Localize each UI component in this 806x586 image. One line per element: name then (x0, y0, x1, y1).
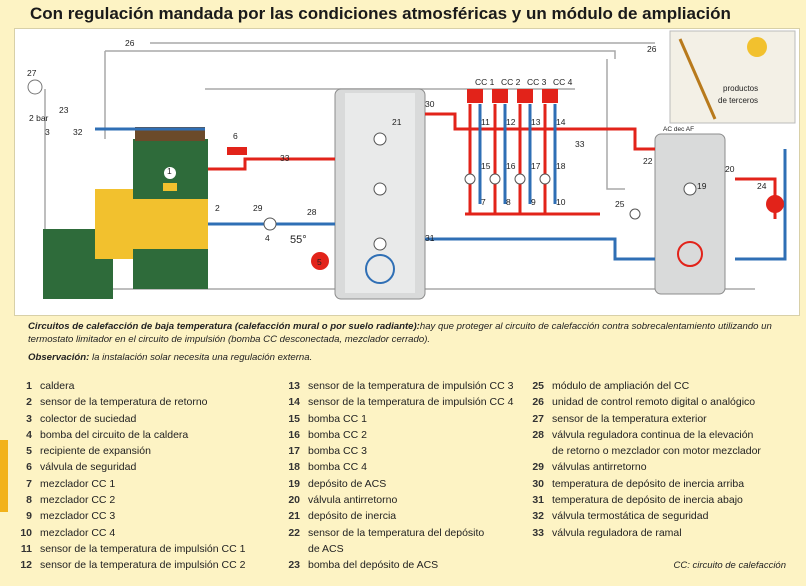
callout: 20 (725, 164, 735, 174)
legend-item (282, 394, 513, 410)
legend-text: bomba CC 1 (308, 412, 367, 425)
legend-text: temperatura de depósito de inercia abajo (552, 494, 743, 507)
legend-item (14, 476, 245, 492)
diagram-svg (15, 29, 799, 315)
legend-text: sensor de la temperatura de impulsión CC 1 (40, 542, 246, 555)
legend-text: sensor de la temperatura de impulsión CC 2 (40, 559, 246, 572)
legend-text: válvula antirretorno (308, 494, 398, 507)
callout: 24 (757, 181, 767, 191)
boiler-hopper (95, 189, 135, 259)
legend-text: sensor de la temperatura exterior (552, 412, 707, 425)
legend-text-continuation: de ACS (308, 542, 344, 555)
legend-number: 12 (20, 559, 32, 572)
legend-text: temperatura de depósito de inercia arriba (552, 477, 745, 490)
legend-item (526, 411, 761, 427)
callout: 4 (265, 233, 270, 243)
legend-number: 21 (288, 510, 300, 523)
callout: 26 (125, 38, 135, 48)
legend-item (526, 476, 761, 492)
boiler-logo (163, 183, 177, 191)
note-heading: Circuitos de calefacción de baja temperatura (calefacción mural o por suelo radiante): (28, 321, 420, 332)
callout: 21 (392, 117, 402, 127)
note-text: hay que proteger al circuito de calefacción contra sobrecalentamiento utilizando un termostato limitador en el circuito de impulsión (bomba CC desconectada, mezclador cerrado). (28, 321, 772, 345)
legend-item (282, 508, 513, 524)
legend-number: 22 (288, 526, 300, 539)
callout: 9 (531, 197, 536, 207)
boiler-band (133, 199, 208, 249)
cc4-pump-icon (540, 174, 550, 184)
legend-number: 33 (532, 526, 544, 539)
legend-text: sensor de la temperatura de impulsión CC 3 (308, 380, 514, 392)
cc4-head (542, 89, 558, 103)
legend-item (282, 443, 513, 459)
control-line-top (105, 51, 615, 59)
callout: 31 (425, 233, 435, 243)
callout: 32 (73, 127, 83, 137)
safety-valve-icon (227, 147, 247, 155)
callout: 5 (317, 257, 322, 267)
legend-item (14, 557, 245, 573)
solar-label-2: de terceros (718, 96, 759, 105)
solar-box (670, 31, 795, 123)
legend-item (14, 541, 245, 557)
callout: 55° (290, 234, 307, 246)
legend-number: 19 (288, 477, 300, 490)
legend-number: 25 (532, 380, 544, 392)
legend-item (526, 492, 761, 508)
hydraulic-diagram (14, 28, 800, 316)
low-temp-note (28, 320, 788, 346)
callout: 29 (253, 203, 263, 213)
legend-number: 30 (532, 477, 544, 490)
callout: 7 (481, 197, 486, 207)
sun-icon (747, 37, 767, 57)
legend-item (14, 443, 245, 459)
legend-column-3 (526, 378, 761, 541)
legend-number: 20 (288, 494, 300, 507)
callout: 14 (556, 117, 566, 127)
cc1-pump-icon (465, 174, 475, 184)
legend-number: 16 (288, 428, 300, 441)
legend-text: bomba CC 2 (308, 428, 367, 441)
legend-item (14, 378, 245, 394)
callout: 18 (556, 161, 566, 171)
legend-text: sensor de la temperatura de impulsión CC 4 (308, 396, 514, 409)
legend-number: 3 (26, 412, 32, 425)
legend-item (282, 427, 513, 443)
legend-number: 9 (26, 510, 32, 523)
legend-text: caldera (40, 380, 75, 392)
callout: 3 (45, 127, 50, 137)
legend-text: mezclador CC 1 (40, 477, 116, 490)
legend-item (282, 459, 513, 475)
legend-item (526, 525, 761, 541)
cc1-head (467, 89, 483, 103)
boiler (43, 127, 208, 299)
legend-number: 10 (20, 526, 32, 539)
observation-note (28, 352, 788, 363)
callout: 27 (27, 68, 37, 78)
legend-text: bomba del circuito de la caldera (40, 428, 189, 441)
legend-item (526, 394, 761, 410)
legend-number: 5 (26, 445, 32, 458)
legend-number: 6 (26, 461, 32, 474)
legend-item (282, 476, 513, 492)
tank-sensor-icon (374, 238, 386, 250)
callout: 13 (531, 117, 541, 127)
callout: 25 (615, 199, 625, 209)
callout: CC 2 (501, 77, 521, 87)
legend-text: válvula termostática de seguridad (552, 510, 709, 523)
callout: 28 (307, 207, 317, 217)
cc-abbreviation-note: CC: circuito de calefacción (673, 560, 786, 571)
legend-text: módulo de ampliación del CC (552, 380, 690, 392)
cc3-head (517, 89, 533, 103)
legend-text: bomba del depósito de ACS (308, 559, 439, 572)
legend-text: mezclador CC 4 (40, 526, 116, 539)
legend-item (14, 525, 245, 541)
callout: 11 (481, 117, 490, 127)
legend-number: 29 (532, 461, 544, 474)
legend-item (14, 508, 245, 524)
callout: 26 (647, 44, 657, 54)
page-title: Con regulación mandada por las condiciones atmosféricas y un módulo de ampliación (30, 4, 731, 23)
acs-label: AC dec AF (663, 126, 695, 133)
legend-text: mezclador CC 3 (40, 510, 116, 523)
legend-number: 23 (288, 559, 300, 572)
callout: 19 (697, 181, 707, 191)
pumps (264, 174, 640, 230)
legend-text: válvula reguladora continua de la elevación (552, 428, 754, 441)
dhw-pump-icon (630, 209, 640, 219)
legend-text-continuation: de retorno o mezclador con motor mezclador (552, 445, 761, 458)
legend-column-2 (282, 378, 513, 574)
legend-item (282, 557, 513, 573)
solar-label-1: productos (723, 84, 759, 93)
callout: CC 3 (527, 77, 547, 87)
legend-text: depósito de inercia (308, 510, 397, 523)
legend-item (14, 394, 245, 410)
legend-item (526, 427, 761, 443)
buffer-tank (335, 89, 425, 299)
callout: 17 (531, 161, 541, 171)
legend-number: 2 (26, 396, 32, 409)
legend-item (14, 492, 245, 508)
legend-number: 32 (532, 510, 544, 523)
cc3-pump-icon (515, 174, 525, 184)
dhw-tank (655, 134, 725, 294)
callout: 33 (280, 153, 290, 163)
legend-item (282, 525, 513, 541)
legend-item (14, 411, 245, 427)
callout: 8 (506, 197, 511, 207)
cc2-head (492, 89, 508, 103)
legend-number: 15 (288, 412, 300, 425)
callout: 2 (215, 203, 220, 213)
dhw-tank-body (655, 134, 725, 294)
tank-sensor-icon (374, 133, 386, 145)
legend-text: sensor de la temperatura del depósito (308, 526, 485, 539)
legend-column-1 (14, 378, 245, 574)
callout: 23 (59, 105, 69, 115)
callout: 22 (643, 156, 653, 166)
legend-text: válvula de seguridad (40, 461, 137, 474)
legend-number: 1 (26, 380, 32, 392)
legend-number: 7 (26, 477, 32, 490)
legend-number: 14 (288, 396, 300, 409)
legend-text: válvula reguladora de ramal (552, 526, 682, 539)
legend-number: 18 (288, 461, 300, 474)
legend-item (526, 508, 761, 524)
legend-item (14, 427, 245, 443)
legend-text: recipiente de expansión (40, 445, 151, 458)
left-accent-bar (0, 440, 8, 512)
callout: CC 1 (475, 77, 495, 87)
cc2-pump-icon (490, 174, 500, 184)
callout: 6 (233, 131, 238, 141)
callout: 10 (556, 197, 566, 207)
outdoor-sensor-icon (28, 80, 42, 94)
legend-number: 11 (20, 542, 32, 555)
circuit-heads (467, 89, 558, 103)
legend-number: 8 (26, 494, 32, 507)
control-line-right (607, 59, 625, 189)
callout: 1 (167, 166, 172, 176)
legend-number: 4 (26, 428, 32, 441)
legend-text: válvulas antirretorno (552, 461, 647, 474)
legend-number: 17 (288, 445, 300, 458)
legend-text: sensor de la temperatura de retorno (40, 396, 208, 409)
solar-expansion-vessel-icon (766, 195, 784, 213)
legend-text: colector de suciedad (40, 412, 137, 425)
legend-number: 26 (532, 396, 544, 409)
callout: 16 (506, 161, 516, 171)
legend-item (14, 459, 245, 475)
legend-item (526, 459, 761, 475)
legend-number: 28 (532, 428, 544, 441)
callout: 33 (575, 139, 585, 149)
legend-item (282, 492, 513, 508)
callout: 2 bar (29, 113, 49, 123)
observation-heading: Observación: (28, 352, 90, 363)
solar-box-frame (670, 31, 795, 123)
legend-text: mezclador CC 2 (40, 494, 116, 507)
legend-item (282, 411, 513, 427)
legend-text: unidad de control remoto digital o analógico (552, 396, 756, 409)
callout: 30 (425, 99, 435, 109)
callout: 12 (506, 117, 516, 127)
callout: CC 4 (553, 77, 573, 87)
legend-number: 27 (532, 412, 544, 425)
flow-pipe-boiler (208, 159, 335, 169)
legend-item (526, 378, 761, 394)
return-pipe-tank (425, 239, 655, 259)
callout: 15 (481, 161, 491, 171)
observation-text: la instalación solar necesita una regulación externa. (92, 352, 313, 363)
legend-text: bomba CC 3 (308, 445, 367, 458)
boiler-pump-icon (264, 218, 276, 230)
legend-number: 31 (532, 494, 544, 507)
legend-text: bomba CC 4 (308, 461, 367, 474)
tank-sensor-icon (374, 183, 386, 195)
legend-item (282, 378, 513, 394)
legend-text: depósito de ACS (308, 477, 387, 490)
dhw-sensor-icon (684, 183, 696, 195)
legend-number: 13 (288, 380, 300, 392)
